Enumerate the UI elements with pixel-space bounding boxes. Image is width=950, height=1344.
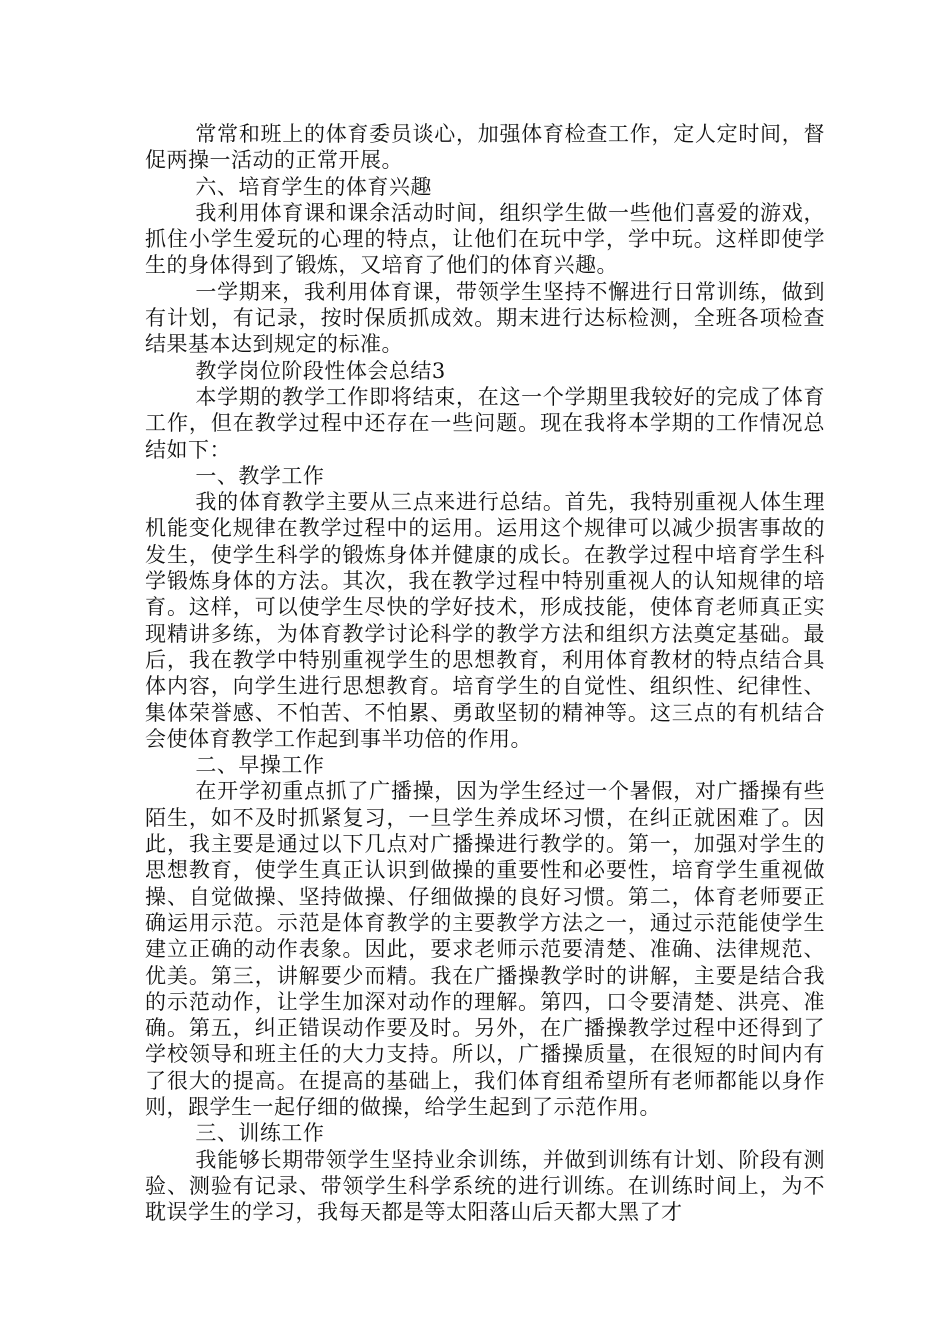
section-heading: 教学岗位阶段性体会总结3 bbox=[195, 358, 446, 383]
body-paragraph: 本学期的教学工作即将结束，在这一个学期里我较好的完成了体育工作，但在教学过程中还存在一些问题。现在我将本学期的工作情况总结如下： bbox=[145, 384, 825, 462]
document-body bbox=[145, 121, 825, 1225]
body-paragraph: 我能够长期带领学生坚持业余训练，并做到训练有计划、阶段有测验、测验有记录、带领学生科学系统的进行训练。在训练时间上，为不耽误学生的学习，我每天都是等太阳落山后天都大黑了才 bbox=[145, 1147, 825, 1225]
section-heading: 六、培育学生的体育兴趣 bbox=[195, 174, 432, 199]
body-paragraph: 在开学初重点抓了广播操，因为学生经过一个暑假，对广播操有些陌生，如不及时抓紧复习，一旦学生养成坏习惯，在纠正就困难了。因此，我主要是通过以下几点对广播操进行教学的。第一，加强对学生的思想教育，使学生真正认识到做操的重要性和必要性，培育学生重视做操、自觉做操、坚持做操、仔细做操的良好习惯。第二，体育老师要正确运用示范。示范是体育教学的主要教学方法之一，通过示范能使学生建立正确的动作表象。因此，要求老师示范要清楚、准确、法律规范、优美。第三，讲解要少而精。我在广播操教学时的讲解，主要是结合我的示范动作，让学生加深对动作的理解。第四，口令要清楚、洪亮、准确。第五，纠正错误动作要及时。另外，在广播操教学过程中还得到了学校领导和班主任的大力支持。所以，广播操质量，在很短的时间内有了很大的提高。在提高的基础上，我们体育组希望所有老师都能以身作则，跟学生一起仔细的做操，给学生起到了示范作用。 bbox=[145, 779, 825, 1119]
body-paragraph: 一学期来，我利用体育课，带领学生坚持不懈进行日常训练，做到有计划，有记录，按时保质抓成效。期末进行达标检测，全班各项检查结果基本达到规定的标准。 bbox=[145, 279, 825, 357]
section-heading: 一、教学工作 bbox=[195, 463, 325, 488]
section-heading: 三、训练工作 bbox=[195, 1121, 325, 1146]
body-paragraph: 我的体育教学主要从三点来进行总结。首先，我特别重视人体生理机能变化规律在教学过程中的运用。运用这个规律可以减少损害事故的发生，使学生科学的锻炼身体并健康的成长。在教学过程中培育学生科学锻炼身体的方法。其次，我在教学过程中特别重视人的认知规律的培育。这样，可以使学生尽快的学好技术，形成技能，使体育老师真正实现精讲多练，为体育教学讨论科学的教学方法和组织方法奠定基础。最后，我在教学中特别重视学生的思想教育，利用体育教材的特点结合具体内容，向学生进行思想教育。培育学生的自觉性、组织性、纪律性、集体荣誉感、不怕苦、不怕累、勇敢坚韧的精神等。这三点的有机结合会使体育教学工作起到事半功倍的作用。 bbox=[145, 490, 825, 751]
body-paragraph: 常常和班上的体育委员谈心，加强体育检查工作，定人定时间，督促两操一活动的正常开展。 bbox=[145, 122, 825, 173]
section-heading: 二、早操工作 bbox=[195, 753, 325, 778]
body-paragraph: 我利用体育课和课余活动时间，组织学生做一些他们喜爱的游戏，抓住小学生爱玩的心理的特点，让他们在玩中学，学中玩。这样即使学生的身体得到了锻炼，又培育了他们的体育兴趣。 bbox=[145, 200, 825, 278]
